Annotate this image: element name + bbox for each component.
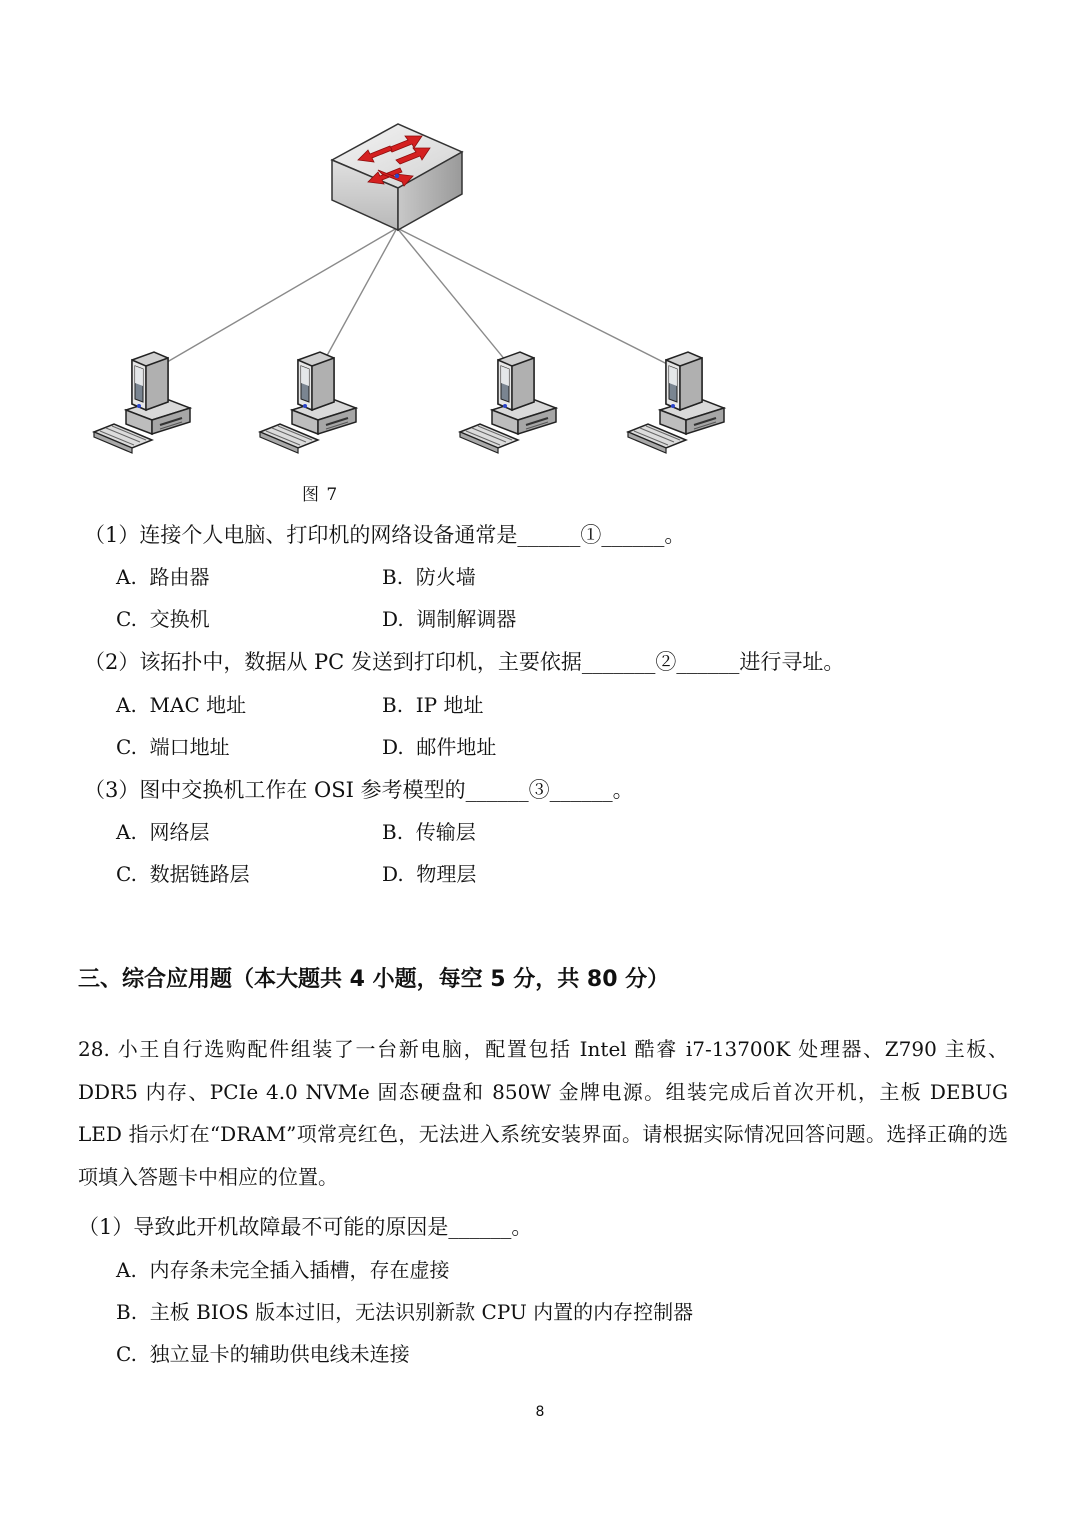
pc-icon bbox=[628, 352, 724, 453]
link-line bbox=[397, 228, 683, 372]
pc-icon bbox=[94, 352, 190, 453]
question-1-option-a: A. 路由器 bbox=[116, 565, 210, 589]
question-2-option-c: C. 端口地址 bbox=[116, 735, 230, 759]
question-2-stem: （2）该拓扑中，数据从 PC 发送到打印机，主要依据_______②______进行寻址。 bbox=[84, 650, 845, 674]
link-line bbox=[150, 228, 397, 372]
question-3-option-d: D. 物理层 bbox=[382, 862, 477, 886]
question-1-option-c: C. 交换机 bbox=[116, 607, 210, 631]
link-line bbox=[318, 228, 397, 372]
question-3-option-a: A. 网络层 bbox=[116, 820, 210, 844]
question-3-stem: （3）图中交换机工作在 OSI 参考模型的______③______。 bbox=[84, 778, 634, 802]
question-1-stem: （1）连接个人电脑、打印机的网络设备通常是______①______。 bbox=[84, 523, 686, 547]
question-2-option-a: A. MAC 地址 bbox=[116, 693, 247, 717]
pc-icon bbox=[260, 352, 356, 453]
section-heading: 三、综合应用题（本大题共 4 小题，每空 5 分，共 80 分） bbox=[78, 967, 670, 992]
link-line bbox=[397, 228, 515, 372]
page-number: 8 bbox=[535, 1404, 545, 1420]
network-topology-diagram bbox=[0, 0, 1080, 470]
question-28-1-stem: （1）导致此开机故障最不可能的原因是______。 bbox=[78, 1215, 533, 1239]
pc-icon bbox=[460, 352, 556, 453]
question-3-option-c: C. 数据链路层 bbox=[116, 862, 250, 886]
switch-icon bbox=[332, 124, 462, 230]
question-2-option-d: D. 邮件地址 bbox=[382, 735, 497, 759]
question-28-1-option-a: A. 内存条未完全插入插槽，存在虚接 bbox=[116, 1258, 450, 1282]
question-28-1-option-c: C. 独立显卡的辅助供电线未连接 bbox=[116, 1342, 410, 1366]
question-1-option-d: D. 调制解调器 bbox=[382, 607, 517, 631]
figure-caption: 图 7 bbox=[302, 485, 339, 505]
question-28-stem: 28. 小王自行选购配件组装了一台新电脑，配置包括 Intel 酷睿 i7-13700K 处理器、Z790 主板、DDR5 内存、PCIe 4.0 NVMe 固态硬盘和 850W 金牌电源。组装完成后首次开机，主板 DEBUG LED 指示灯在“DRAM”项常亮红色，无法进入系统安装界面。请根据实际情况回答问题。选择正确的选项填入答题卡中相应的位置。 bbox=[78, 1037, 1008, 1189]
question-3-option-b: B. 传输层 bbox=[382, 820, 476, 844]
question-1-option-b: B. 防火墙 bbox=[382, 565, 476, 589]
question-2-option-b: B. IP 地址 bbox=[382, 693, 484, 717]
question-28-1-option-b: B. 主板 BIOS 版本过旧，无法识别新款 CPU 内置的内存控制器 bbox=[116, 1300, 694, 1324]
network-links bbox=[150, 228, 683, 372]
